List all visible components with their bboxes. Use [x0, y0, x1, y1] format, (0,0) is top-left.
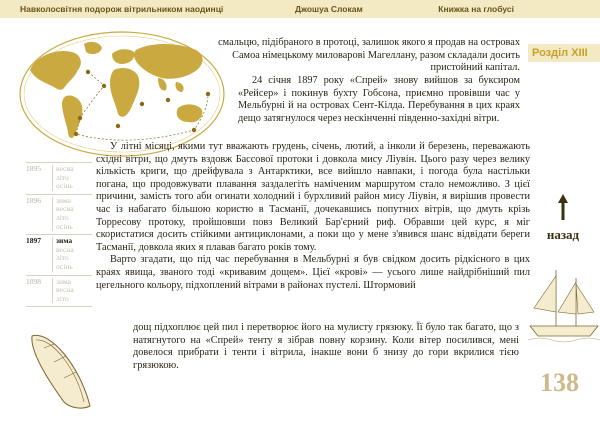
series-name: Книжка на глобусі [438, 4, 514, 14]
paragraph-2 [238, 75, 520, 125]
paragraph-1-text: смальцю, підібраного в протоці, залишок якого я продав на островах Самоа німецькому миловарові Магеллану, разом складали досить пристойний капітал. [218, 37, 520, 74]
timeline-season: весна [56, 285, 74, 295]
voyage-timeline [26, 162, 92, 312]
timeline-year: 1898 [26, 276, 41, 286]
timeline-season: весна [56, 204, 74, 214]
sailing-ship-illustration [528, 268, 600, 344]
timeline-season: зима [56, 276, 71, 286]
book-title: Навколосвітня подорож вітрильником наодинці [20, 4, 224, 14]
paragraph-4 [133, 322, 519, 372]
timeline-season: зима [56, 195, 71, 205]
back-button[interactable] [543, 194, 583, 243]
author-name: Джошуа Слокам [295, 4, 363, 14]
timeline-season: весна [56, 164, 74, 173]
timeline-season: літо [56, 212, 69, 222]
paragraph-4b-text: дощ підхоплює цей пил і перетворює його на мулисту грязюку. Її було так багато, що з натягнутого на «Спрей» тенту я зібрав повну корзину. Коли вітер посилився, мені довелося прибрати і тенти і вітрила, інакше вони б знизу до гори вкрилися тією грязюкою. [133, 322, 519, 371]
timeline-row [26, 194, 92, 234]
timeline-season: літо [56, 172, 69, 182]
timeline-seasons [52, 278, 92, 304]
timeline-year: 1897 [26, 236, 41, 246]
back-label: назад [546, 227, 580, 242]
paragraph-2-text: 24 січня 1897 року «Спрей» знову вийшов за буксиром «Рейсер» і покинув бухту Гобсона, приємно провівши час у Мельбурні й на островах Сент-Кілда. Перебування в цих краях дещо затягнулося через нескінченні південно-західні вітри. [238, 75, 520, 124]
rowboat-illustration [24, 326, 96, 414]
chapter-label: Розділ XIII [528, 44, 600, 62]
paragraph-3 [96, 141, 530, 292]
timeline-season: зима [56, 236, 73, 246]
timeline-season: осінь [56, 221, 73, 231]
timeline-seasons [52, 165, 92, 191]
timeline-season: весна [56, 244, 74, 254]
timeline-season: осінь [56, 261, 73, 271]
paragraph-3-text: У літні місяці, якими тут вважають грудень, січень, лютий, а інколи й березень, переважають східні вітри, що дмуть вздовж Бассової протоки і довкола мису Ліувін. Цього разу через велику кількість криги, що дрейфувала з Антарктики, все вийшло навпаки, і погода була настільки погана, що продовжувати плавання заздалегіть наміченим маршрутом стало неможливо. З цієї причини, замість того аби огинати холодний і бурхливий район мису Ліувін, я вирішив провести час із набагато більшою користю в Тасманії, дочекавшись попутних вітрів, що дмуть крізь Торресову протоку, пройшовши повз Великий Бар'єрний риф. Обравши цей курс, я міг скористатися досить стійкими антициклонами, а поки що у мене з'явився шанс відвідати береги Тасманії, довкола яких я плавав багато років тому. [96, 141, 530, 253]
up-arrow-icon [557, 194, 569, 220]
paragraph-4a-text: Варто згадати, що під час перебування в Мельбурні я був свідком досить рідкісного в цих краях явища, званого тоді «кривавим дощем». Цієї «крові» — усього лише найдрібніший пил цегельного кольору, підхоплений вітрами в районах пустелі. Штормовий [96, 254, 530, 291]
timeline-season: осінь [56, 181, 73, 191]
world-map-illustration [18, 30, 226, 158]
page-number: 138 [540, 368, 579, 397]
timeline-year: 1895 [26, 164, 41, 173]
timeline-season: літо [56, 253, 69, 263]
paragraph-1 [198, 37, 520, 75]
timeline-row [26, 162, 92, 194]
timeline-year: 1896 [26, 195, 41, 205]
timeline-season: літо [56, 293, 69, 303]
timeline-row [26, 234, 92, 274]
timeline-seasons [52, 197, 92, 231]
running-header [0, 0, 600, 18]
timeline-row [26, 275, 92, 308]
timeline-seasons [52, 237, 92, 271]
